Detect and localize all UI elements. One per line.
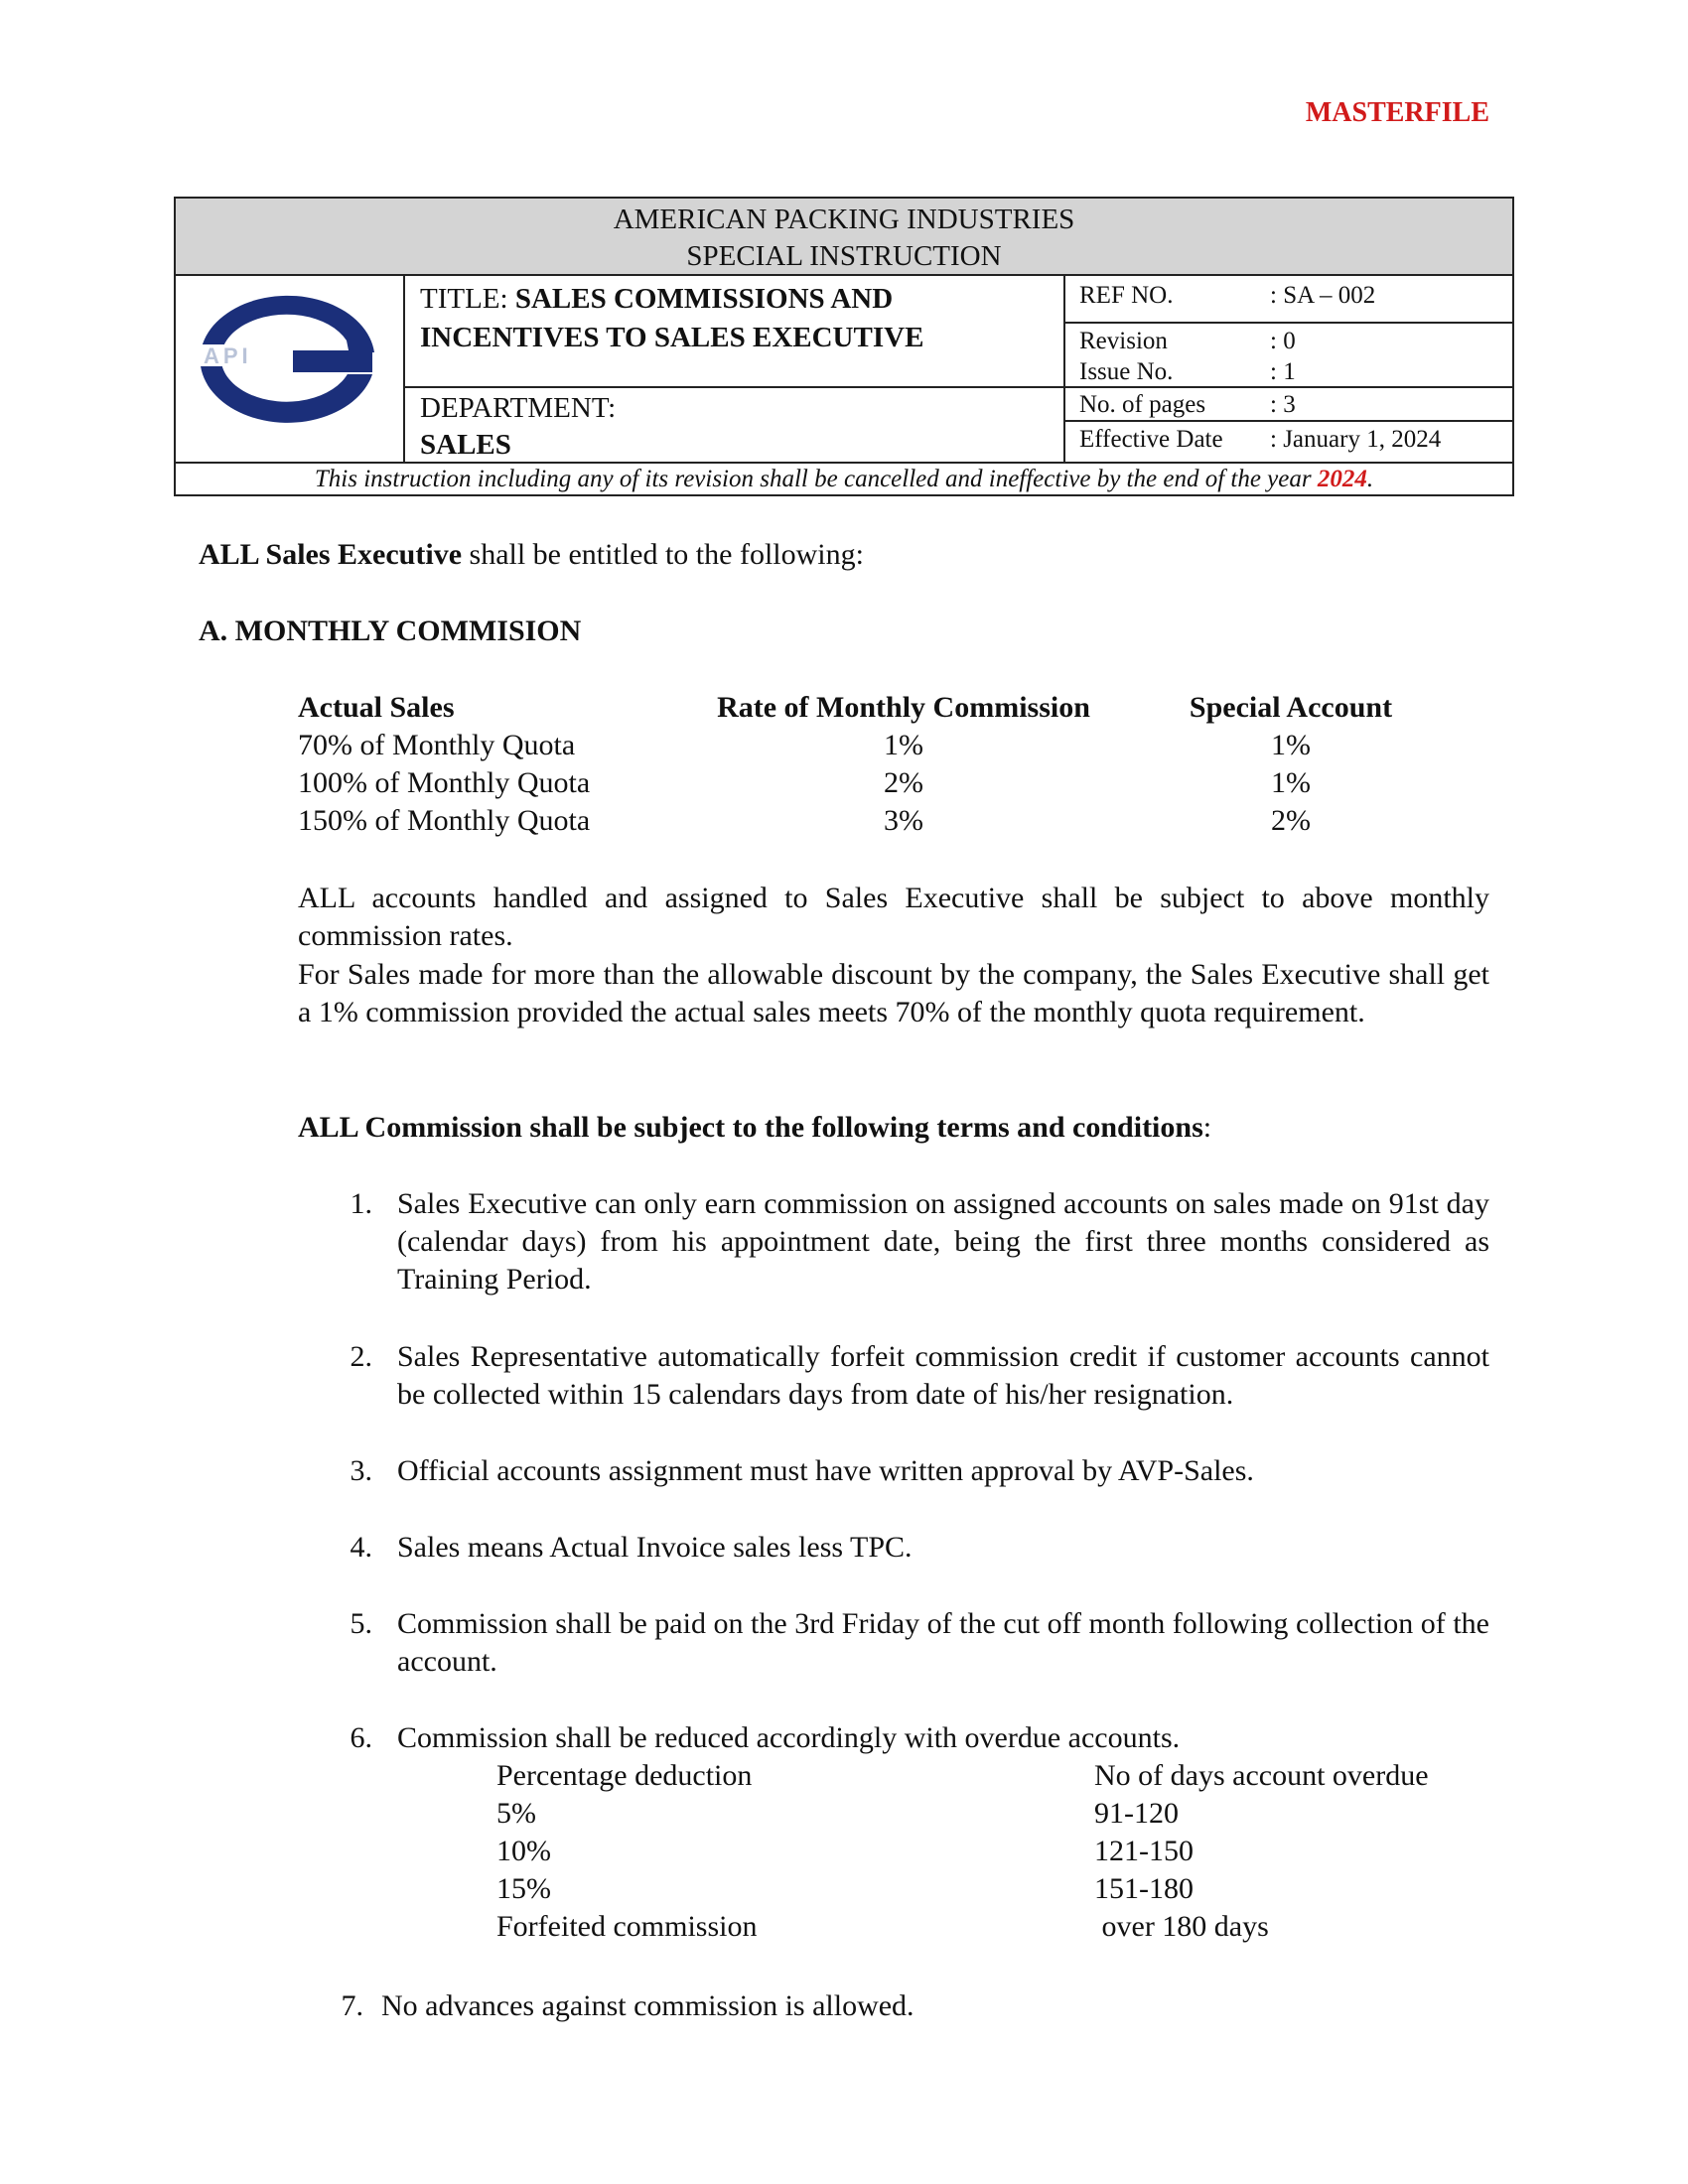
cell-actual-sales: 70% of Monthly Quota xyxy=(298,729,576,761)
column-header-actual-sales: Actual Sales xyxy=(298,691,455,724)
ref-label: REF NO. xyxy=(1079,282,1174,309)
table-row xyxy=(298,727,1450,764)
commission-table xyxy=(298,689,1450,840)
term-6-number: 6. xyxy=(350,1721,372,1754)
department-label: DEPARTMENT: xyxy=(420,392,617,424)
term-5-number: 5. xyxy=(350,1607,372,1640)
table-row xyxy=(496,1795,1429,1833)
disclaimer: This instruction including any of its revision shall be cancelled and ineffective by the end of the year 2024. xyxy=(314,466,1374,492)
cell-rate: 3% xyxy=(884,804,923,837)
document-type: SPECIAL INSTRUCTION xyxy=(686,240,1002,272)
revision-label: Revision xyxy=(1079,328,1168,354)
terms-heading: ALL Commission shall be subject to the following terms and conditions: xyxy=(298,1111,1212,1144)
deduction-table xyxy=(496,1757,1429,1946)
deduction-header-row xyxy=(496,1757,1429,1795)
term-3-text: Official accounts assignment must have written approval by AVP-Sales. xyxy=(397,1454,1254,1487)
table-row xyxy=(298,764,1450,802)
api-logo-icon xyxy=(198,293,382,424)
pages-value: : 3 xyxy=(1270,391,1296,418)
disclaimer-year: 2024 xyxy=(1317,466,1367,492)
term-2-number: 2. xyxy=(350,1340,372,1373)
paragraph-accounts: ALL accounts handled and assigned to Sales Executive shall be subject to above monthly commission rates. xyxy=(298,882,1489,952)
deduction-percentage: 10% xyxy=(496,1835,551,1867)
effective-date-label: Effective Date xyxy=(1079,426,1223,453)
table-header-row xyxy=(298,689,1450,727)
masterfile-label: MASTERFILE xyxy=(1305,97,1489,128)
table-row xyxy=(496,1908,1429,1946)
cell-actual-sales: 150% of Monthly Quota xyxy=(298,804,591,837)
cell-special: 1% xyxy=(1271,766,1311,799)
svg-text:API: API xyxy=(204,343,252,368)
title-cell xyxy=(420,280,1055,357)
company-logo xyxy=(198,293,382,429)
department-cell xyxy=(420,390,1055,464)
company-name: AMERICAN PACKING INDUSTRIES xyxy=(613,204,1075,235)
table-row xyxy=(496,1870,1429,1908)
deduction-days: over 180 days xyxy=(1094,1910,1269,1943)
deduction-percentage: Forfeited commission xyxy=(496,1910,758,1943)
cell-rate: 1% xyxy=(884,729,923,761)
deduction-col-percentage: Percentage deduction xyxy=(496,1759,753,1792)
deduction-days: 121-150 xyxy=(1094,1835,1194,1867)
term-6-text: Commission shall be reduced accordingly with overdue accounts. xyxy=(397,1721,1181,1754)
column-header-special-account: Special Account xyxy=(1189,691,1393,724)
effective-date-value: : January 1, 2024 xyxy=(1270,426,1442,453)
deduction-col-days: No of days account overdue xyxy=(1094,1759,1429,1792)
paragraph-discount: For Sales made for more than the allowable discount by the company, the Sales Executive shall get a 1% commission provided the actual sales meets 70% of the monthly quota requirement. xyxy=(298,958,1489,1028)
issue-value: : 1 xyxy=(1270,358,1296,385)
header-band xyxy=(176,199,1512,276)
title-line-1: SALES COMMISSIONS AND xyxy=(514,283,894,315)
title-line-2: INCENTIVES TO SALES EXECUTIVE xyxy=(420,322,924,353)
title-label: TITLE: xyxy=(420,283,508,315)
cell-special: 1% xyxy=(1271,729,1311,761)
revision-value: : 0 xyxy=(1270,328,1296,354)
deduction-days: 91-120 xyxy=(1094,1797,1179,1830)
section-a-heading: A. MONTHLY COMMISION xyxy=(199,614,582,647)
term-4-number: 4. xyxy=(350,1531,372,1564)
cell-actual-sales: 100% of Monthly Quota xyxy=(298,766,591,799)
term-1-number: 1. xyxy=(350,1187,372,1220)
department-value: SALES xyxy=(420,429,511,461)
deduction-days: 151-180 xyxy=(1094,1872,1194,1905)
term-7-text: No advances against commission is allowed. xyxy=(381,1989,914,2022)
term-5-text: Commission shall be paid on the 3rd Friday of the cut off month following collection of the account. xyxy=(397,1607,1489,1678)
table-row xyxy=(496,1833,1429,1870)
term-4-text: Sales means Actual Invoice sales less TPC. xyxy=(397,1531,913,1564)
deduction-percentage: 15% xyxy=(496,1872,551,1905)
table-row xyxy=(298,802,1450,840)
ref-value: : SA – 002 xyxy=(1270,282,1376,309)
document-header xyxy=(174,197,1514,496)
issue-label: Issue No. xyxy=(1079,358,1174,385)
cell-special: 2% xyxy=(1271,804,1311,837)
cell-rate: 2% xyxy=(884,766,923,799)
deduction-percentage: 5% xyxy=(496,1797,536,1830)
column-header-rate: Rate of Monthly Commission xyxy=(717,691,1090,724)
term-2-text: Sales Representative automatically forfeit commission credit if customer accounts cannot be collected within 15 calendars days from date of his/her resignation. xyxy=(397,1340,1489,1411)
term-7-number: 7. xyxy=(341,1989,363,2022)
term-1-text: Sales Executive can only earn commission on assigned accounts on sales made on 91st day (calendar days) from his appointment date, being the first three months considered as Training Period. xyxy=(397,1187,1489,1296)
pages-label: No. of pages xyxy=(1079,391,1206,418)
term-3-number: 3. xyxy=(350,1454,372,1487)
intro-text: ALL Sales Executive shall be entitled to the following: xyxy=(199,538,864,571)
